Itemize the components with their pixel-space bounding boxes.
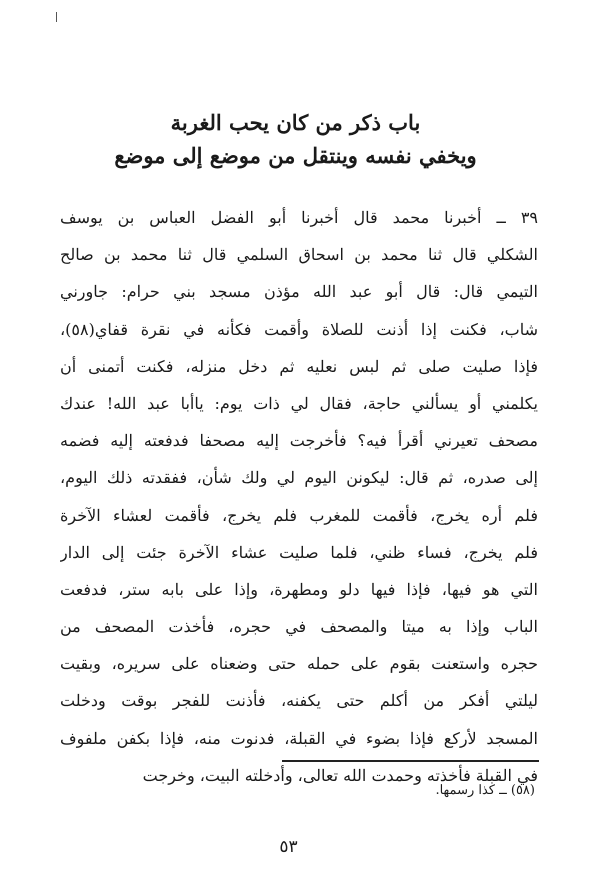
body-line: التي هو فيها، فإذا فيها دلو ومطهرة، وإذا على بابه ستر، فدفعت (60, 579, 538, 599)
body-line: إلى صدره، ثم قال: ليكونن اليوم لي ولك شأن، ففقدته ذلك اليوم، (60, 468, 538, 488)
corner-mark (56, 12, 57, 22)
body-line: التيمي قال: قال أبو عبد الله مؤذن مسجد بني حرام: جاورني (60, 282, 538, 302)
body-text (60, 199, 538, 794)
body-line: مصحف تعيرني أقرأ فيه؟ فأخرجت إليه مصحفا فدفعته إليه فضمه (60, 431, 538, 451)
footnote-separator (282, 760, 539, 762)
chapter-title-line-1: باب ذكر من كان يحب الغربة (170, 110, 421, 135)
body-line: ٣٩ ــ أخبرنا محمد قال أخبرنا أبو الفضل العباس بن يوسف (60, 208, 538, 227)
footnote: (٥٨) ــ كذا رسمها. (435, 783, 535, 798)
body-line: فإذا صليت صلى ثم لبس نعليه ثم دخل منزله، فكنت أتمنى أن (60, 356, 538, 376)
chapter-title-line-2: ويخفي نفسه وينتقل من موضع إلى موضع (114, 143, 477, 168)
body-line: شاب، فكنت إذا أذنت للصلاة وأقمت فكأنه في نقرة قفاي(٥٨)، (60, 319, 538, 339)
body-line: فلم يخرج، فساء ظني، فلما صليت عشاء الآخرة جئت إلى الدار (60, 542, 538, 562)
body-line: فلم أره يخرج، فأقمت للمغرب فلم يخرج، فأقمت لعشاء الآخرة (60, 505, 538, 525)
body-line: في القبلة فأخذته وحمدت الله تعالى، وأدخلته البيت، وخرجت (142, 765, 538, 785)
body-line: يكلمني أو يسألني حاجة، فقال لي ذات يوم: ياأبا عبد الله! عندك (60, 393, 538, 413)
body-line: المسجد لأركع فإذا بضوء في القبلة، فدنوت منه، فإذا بكفن ملفوف (60, 728, 538, 748)
body-line: ليلتي أفكر من أكلم حتى يكفنه، فأذنت للفجر بوقت ودخلت (60, 691, 538, 711)
body-line: الشكلي قال ثنا محمد بن اسحاق السلمي قال ثنا محمد بن صالح (60, 245, 538, 265)
body-line: حجره واستعنت بقوم على حمله حتى وضعناه على سريره، وبقيت (60, 654, 538, 674)
body-line: الباب وإذا به ميتا والمصحف في حجره، فأخذت المصحف من (60, 617, 538, 637)
page-number: ٥٣ (279, 837, 298, 857)
